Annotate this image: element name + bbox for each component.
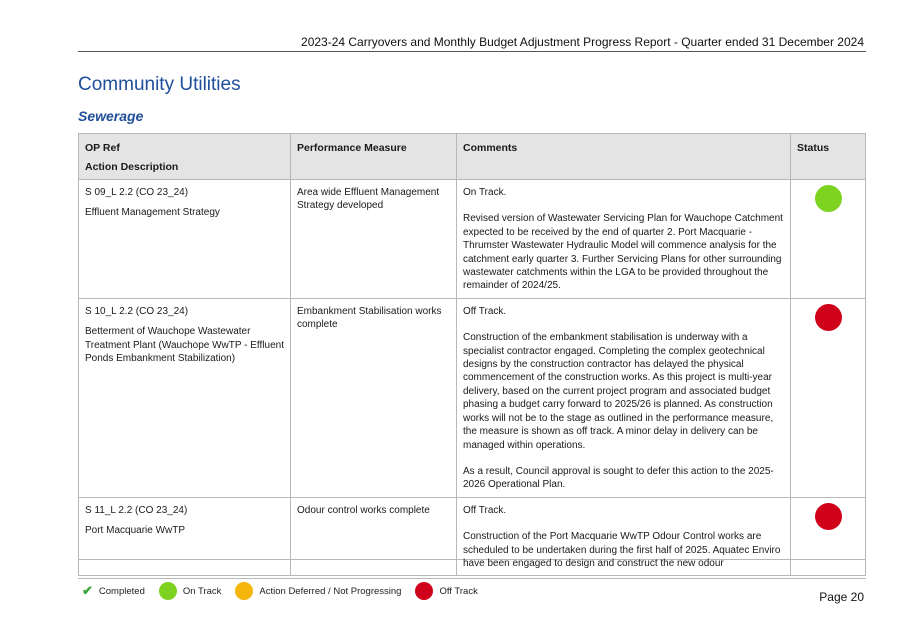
comment-paragraph: As a result, Council approval is sought to defer this action to the 2025-2026 Operational Plan.: [463, 465, 774, 491]
page-number: Page 20: [819, 590, 864, 604]
op-ref: S 09_L 2.2 (CO 23_24): [85, 187, 189, 198]
legend-item-on-track: [159, 582, 222, 600]
actions-table-container: [78, 133, 865, 569]
action-cell: [79, 298, 291, 497]
status-on-track-icon: [815, 185, 842, 212]
legend-label: Completed: [98, 585, 145, 597]
red-dot-icon: [415, 582, 433, 600]
comments-cell: [457, 180, 791, 299]
green-dot-icon: [159, 582, 177, 600]
check-icon: ✔: [82, 583, 93, 598]
action-cell: [79, 180, 291, 299]
comment-paragraph: Construction of the embankment stabilisation is underway with a specialist contractor engaged. Completing the complex geotechnical designs by the construction contractor has delayed the physical commencement of the construction works. As this project is multi-year delivery, based on the current project program and associated budget phasing a budget carry forward to 2025/26 is planned. As construction works will not be to the stage as outlined in the performance measure, the measure is shown as off track. A minor delay in delivery can be managed within operations.: [463, 332, 774, 451]
action-cell: [79, 497, 291, 576]
status-off-track-icon: [815, 503, 842, 530]
header-op-ref-label: OP Ref: [85, 142, 120, 154]
comment-paragraph: Revised version of Wastewater Servicing Plan for Wauchope Catchment expected to be received by the end of quarter 2. Port Macquarie - Thrumster Wastewater Hydraulic Model will commence analysis for the catchment early quarter 3. Further Servicing Plans for other surrounding wastewater catchments within the LGA to be provided throughout the remainder of 2024/25.: [463, 213, 783, 292]
report-header-title: 2023-24 Carryovers and Monthly Budget Adjustment Progress Report - Quarter ended 31 December 2024: [301, 35, 864, 49]
legend-item-deferred: [235, 582, 401, 600]
table-header-row: [79, 134, 866, 180]
legend-label: On Track: [182, 585, 222, 597]
comments-cell: [457, 497, 791, 576]
legend-label: Off Track: [439, 585, 478, 597]
op-ref: S 10_L 2.2 (CO 23_24): [85, 305, 189, 317]
table-row: [79, 497, 866, 576]
header-divider: [78, 51, 866, 52]
action-description: Betterment of Wauchope Wastewater Treatment Plant (Wauchope WwTP - Effluent Ponds Embankment Stabilization): [85, 326, 284, 365]
header-status: Status: [791, 134, 866, 180]
legend-label: Action Deferred / Not Progressing: [259, 585, 402, 597]
actions-table: [78, 133, 866, 576]
status-cell: [791, 298, 866, 497]
status-off-track-icon: [815, 304, 842, 331]
comment-paragraph: Off Track.: [463, 305, 507, 317]
orange-dot-icon: [235, 582, 253, 600]
status-cell: [791, 497, 866, 576]
comment-paragraph: On Track.: [463, 187, 507, 198]
comment-paragraph: Off Track.: [463, 504, 507, 516]
status-legend: [78, 578, 866, 599]
comment-paragraph: Construction of the Port Macquarie WwTP Odour Control works are scheduled to be undertaken during the first half of 2025. Aquatec Enviro have been engaged to design and construct the new odour: [463, 531, 781, 569]
table-row: [79, 180, 866, 299]
comments-cell: [457, 298, 791, 497]
performance-measure: Odour control works complete: [291, 497, 457, 576]
action-description: Port Macquarie WwTP: [85, 525, 186, 537]
action-description: Effluent Management Strategy: [85, 207, 220, 219]
section-title: Community Utilities: [78, 74, 241, 95]
header-op-ref: [79, 134, 291, 180]
performance-measure: Area wide Effluent Management Strategy developed: [291, 180, 457, 299]
legend-item-off-track: [415, 582, 477, 600]
performance-measure: Embankment Stabilisation works complete: [291, 298, 457, 497]
table-row: [79, 298, 866, 497]
subsection-title: Sewerage: [78, 108, 144, 124]
header-action-description-label: Action Description: [85, 161, 179, 173]
legend-item-completed: [82, 583, 145, 599]
status-cell: [791, 180, 866, 299]
op-ref: S 11_L 2.2 (CO 23_24): [85, 504, 188, 516]
header-performance-measure: Performance Measure: [291, 134, 457, 180]
header-comments: Comments: [457, 134, 791, 180]
